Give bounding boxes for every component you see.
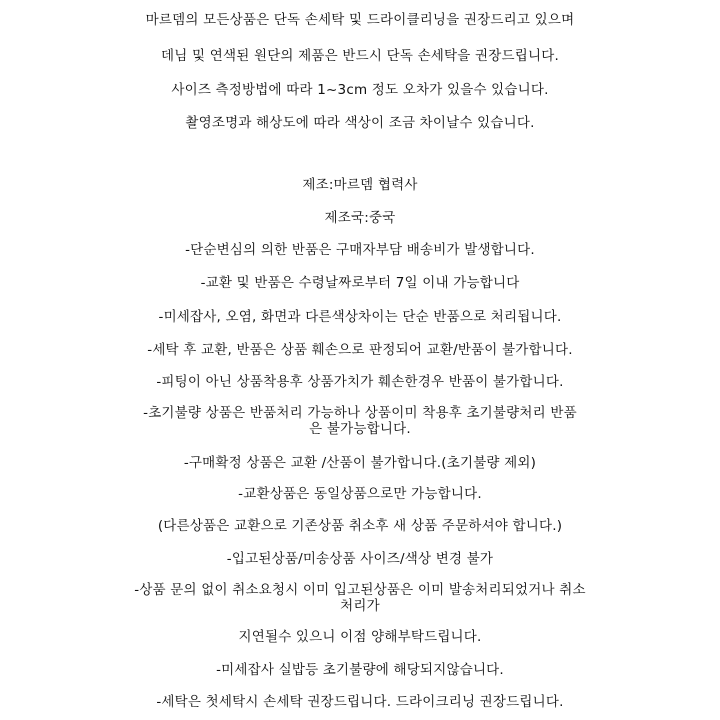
origin-info: 제조국:중국	[324, 210, 396, 226]
care-line: 데님 및 연색된 원단의 제품은 반드시 단독 손세탁을 권장드립니다.	[161, 48, 559, 64]
policy-line: -미세잡사 실밥등 초기불량에 해당되지않습니다.	[216, 662, 504, 678]
policy-line: -세탁 후 교환, 반품은 상품 훼손으로 판정되어 교환/반품이 불가합니다.	[147, 342, 573, 358]
policy-line: -교환상품은 동일상품으로만 가능합니다.	[238, 486, 482, 502]
policy-line: -교환 및 반품은 수령날짜로부터 7일 이내 가능합니다	[200, 275, 520, 291]
care-line: 촬영조명과 해상도에 따라 색상이 조금 차이날수 있습니다.	[185, 115, 535, 131]
care-line: 사이즈 측정방법에 따라 1~3cm 정도 오차가 있을수 있습니다.	[171, 82, 549, 98]
policy-line: -단순변심의 의한 반품은 구매자부담 배송비가 발생합니다.	[185, 242, 535, 258]
policy-line: -초기불량 상품은 반품처리 가능하나 상품이미 착용후 초기불량처리 반품은 불가능합니다.	[143, 405, 577, 437]
policy-line: -피팅이 아닌 상품착용후 상품가치가 훼손한경우 반품이 불가합니다.	[156, 374, 564, 390]
policy-line: -세탁은 첫세탁시 손세탁 권장드립니다. 드라이크리닝 권장드립니다.	[156, 694, 564, 710]
policy-line: 지연될수 있으니 이점 양해부탁드립니다.	[238, 629, 482, 645]
policy-line: -입고된상품/미송상품 사이즈/색상 변경 불가	[226, 551, 494, 567]
care-line: 마르뎀의 모든상품은 단독 손세탁 및 드라이클리닝을 권장드리고 있으며	[145, 12, 575, 28]
policy-line: (다른상품은 교환으로 기존상품 취소후 새 상품 주문하셔야 합니다.)	[157, 518, 563, 534]
maker-info: 제조:마르뎀 협력사	[302, 177, 418, 193]
policy-line: -미세잡사, 오염, 화면과 다른색상차이는 단순 반품으로 처리됩니다.	[158, 309, 562, 325]
policy-line: -구매확정 상품은 교환 /산품이 불가합니다.(초기불량 제외)	[183, 455, 537, 471]
policy-line: -상품 문의 없이 취소요청시 이미 입고된상품은 이미 발송처리되었거나 취소처리가	[134, 582, 586, 614]
